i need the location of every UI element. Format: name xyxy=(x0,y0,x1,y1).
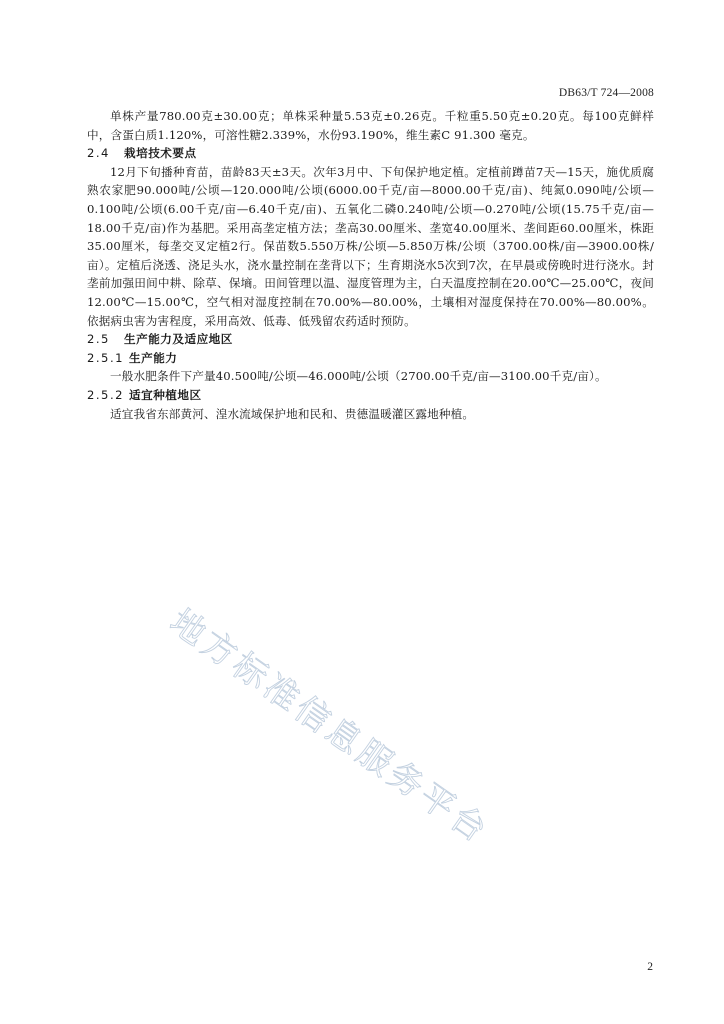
yield-paragraph: 单株产量780.00克±30.00克；单株采种量5.53克±0.26克。千粒重5.50克±0.20克。每100克鲜样中，含蛋白质1.120%，可溶性糖2.339%，水份93.190%，维生素C 91.300 毫克。 xyxy=(87,109,654,142)
document-code: DB63/T 724—2008 xyxy=(558,87,654,99)
section-number: 2.4 xyxy=(87,146,110,161)
section-title: 适宜种植地区 xyxy=(129,387,202,402)
section-title: 栽培技术要点 xyxy=(124,146,197,161)
document-body xyxy=(87,107,654,423)
cultivation-paragraph: 12月下旬播种育苗，苗龄83天±3天。次年3月中、下旬保护地定植。定植前蹲苗7天—15天，施优质腐熟农家肥90.000吨/公顷—120.000吨/公顷(6000.00千克/亩—8000.00千克/亩)、纯氮0.090吨/公顷—0.100吨/公顷(6.00千克/亩—6.40千克/亩)、五氧化二磷0.240吨/公顷—0.270吨/公顷(15.75千克/亩—18.00千克/亩)作为基肥。采用高垄定植方法；垄高30.00厘米、垄宽40.00厘米、垄间距60.00厘米，株距35.00厘米，每垄交叉定植2行。保苗数5.550万株/公顷—5.850万株/公顷（3700.00株/亩—3900.00株/亩）。定植后浇透、浇足头水，浇水量控制在垄背以下；生育期浇水5次到7次，在早晨或傍晚时进行浇水。封垄前加强田间中耕、除草、保墒。田间管理以温、湿度管理为主，白天温度控制在20.00℃—25.00℃，夜间12.00℃—15.00℃，空气相对湿度控制在70.00%—80.00%，土壤相对湿度保持在70.00%—80.00%。依据病虫害为害程度，采用高效、低毒、低残留农药适时预防。 xyxy=(87,164,654,328)
section-title: 生产能力及适应地区 xyxy=(124,332,233,347)
section-heading-2-5 xyxy=(87,330,654,349)
section-number: 2.5.1 xyxy=(87,350,124,365)
section-title: 生产能力 xyxy=(129,350,178,365)
region-paragraph: 适宜我省东部黄河、湟水流域保护地和民和、贵德温暖灌区露地种植。 xyxy=(110,406,475,421)
section-number: 2.5.2 xyxy=(87,387,124,402)
section-heading-2-5-1 xyxy=(87,349,654,368)
section-heading-2-4 xyxy=(87,144,654,163)
watermark-text: 地方标准信息服务平台 xyxy=(162,601,497,853)
capacity-paragraph: 一般水肥条件下产量40.500吨/公顷—46.000吨/公顷（2700.00千克/亩—3100.00千克/亩）。 xyxy=(110,369,607,384)
section-heading-2-5-2 xyxy=(87,386,654,405)
section-number: 2.5 xyxy=(87,332,110,347)
page-number: 2 xyxy=(647,961,653,973)
